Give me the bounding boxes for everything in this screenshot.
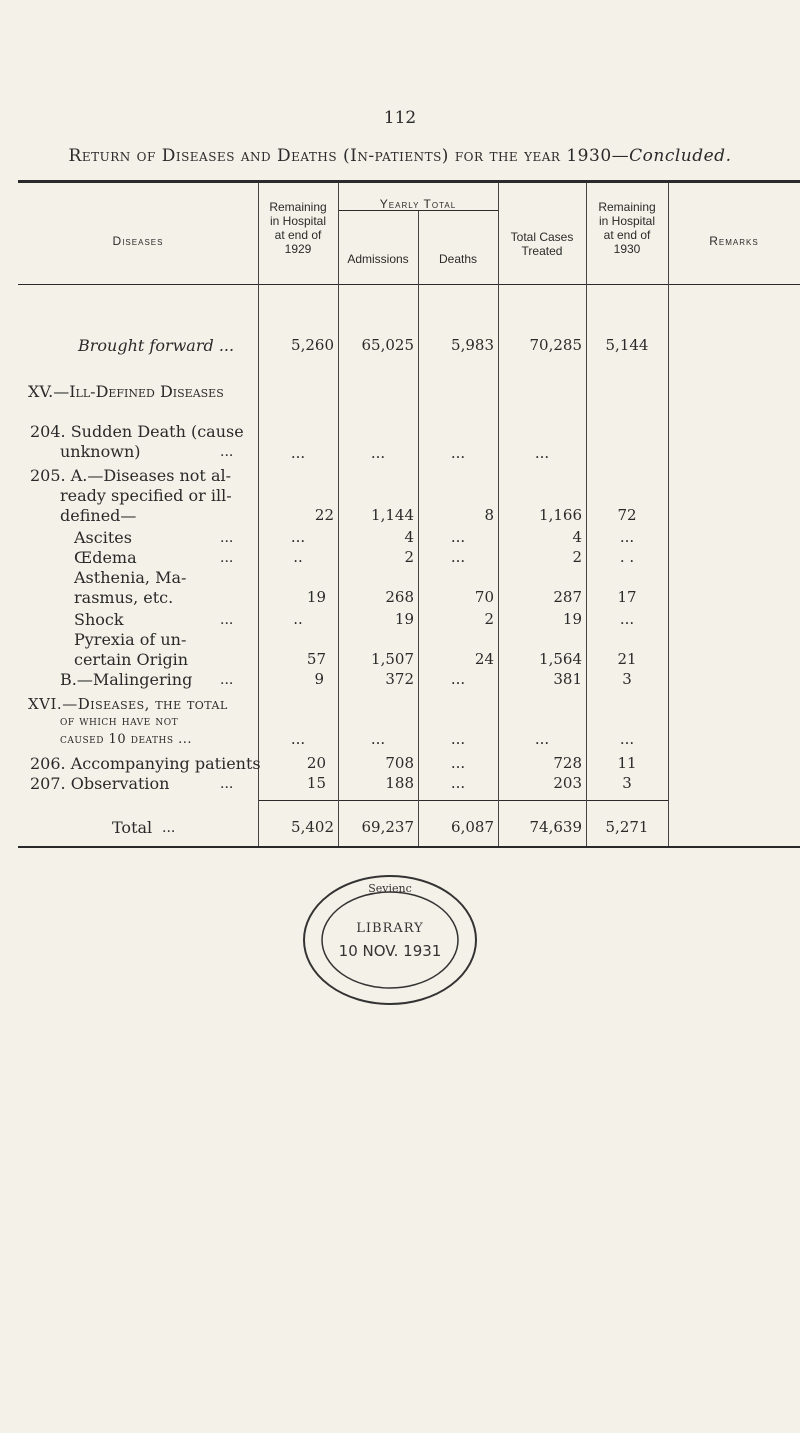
pyrexia-line2: certain Origin <box>74 650 189 669</box>
ascites-c1: ... <box>290 528 306 546</box>
asthenia-c2: 268 <box>385 588 414 606</box>
shock-c5: ... <box>619 610 635 628</box>
xvi-c5: ... <box>619 730 635 748</box>
bf-admissions: 65,025 <box>361 336 414 354</box>
total-dots: ... <box>162 820 176 836</box>
header-diseases: Diseases <box>112 234 164 248</box>
observation-c4: 203 <box>553 774 582 792</box>
pyrexia-line1: Pyrexia of un- <box>74 630 187 649</box>
total-label: Total <box>112 818 153 837</box>
item-204-dots: ... <box>220 444 234 460</box>
brought-forward-label: Brought forward ... <box>78 336 235 355</box>
shock-c1: .. <box>293 610 303 628</box>
r205-c5: 72 <box>617 506 637 524</box>
xvi-c3: ... <box>450 730 466 748</box>
header-yearly-total: Yearly Total <box>379 197 457 211</box>
total-rule <box>258 800 668 801</box>
header-remaining-1930: Remaining in Hospital at end of 1930 <box>598 200 656 256</box>
stamp-outer-ring <box>304 876 476 1004</box>
bf-remaining-1930: 5,144 <box>605 336 649 354</box>
page-title <box>0 146 800 166</box>
top-rule <box>18 180 800 183</box>
observation-dots: ... <box>220 776 234 792</box>
pyrexia-c5: 21 <box>617 650 637 668</box>
column-divider <box>668 183 669 846</box>
pyrexia-c4: 1,564 <box>539 650 582 668</box>
header-admissions: Admissions <box>347 252 409 266</box>
malingering-dots: ... <box>220 672 234 688</box>
bf-deaths: 5,983 <box>451 336 494 354</box>
r205-c4: 1,166 <box>539 506 582 524</box>
xvi-c1: ... <box>290 730 306 748</box>
r205-c3: 8 <box>484 506 494 524</box>
total-cases: 74,639 <box>529 818 582 836</box>
item-204-c2: ... <box>370 444 386 462</box>
malingering-c4: 381 <box>553 670 582 688</box>
header-total-cases: Total Cases Treated <box>510 230 574 258</box>
item-205-line2: ready specified or ill- <box>60 486 232 505</box>
r205-c2: 1,144 <box>371 506 414 524</box>
total-remaining-1930: 5,271 <box>605 818 649 836</box>
title-suffix: Concluded. <box>629 146 732 166</box>
bf-total: 70,285 <box>529 336 582 354</box>
total-deaths: 6,087 <box>451 818 494 836</box>
ascites-label: Ascites <box>74 528 132 547</box>
r205-c1: 22 <box>314 506 334 524</box>
accompanying-c3: ... <box>450 754 466 772</box>
pyrexia-c1: 57 <box>306 650 326 668</box>
stamp-top-text: Sevienc <box>368 882 412 895</box>
item-204-c3: ... <box>450 444 466 462</box>
observation-c3: ... <box>450 774 466 792</box>
asthenia-line1: Asthenia, Ma- <box>74 568 187 587</box>
accompanying-c4: 728 <box>553 754 582 772</box>
asthenia-c1: 19 <box>306 588 326 606</box>
title-main: Return of Diseases and Deaths (In-patients) for the year 1930— <box>68 146 630 166</box>
total-remaining-1929: 5,402 <box>291 818 334 836</box>
item-204-c1: ... <box>290 444 306 462</box>
accompanying-c5: 11 <box>617 754 637 772</box>
section-xv: XV.—Ill-Defined Diseases <box>28 382 224 401</box>
shock-c3: 2 <box>484 610 494 628</box>
ascites-dots: ... <box>220 530 234 546</box>
shock-label: Shock <box>74 610 124 629</box>
observation-label: 207. Observation <box>30 774 170 793</box>
header-remarks: Remarks <box>709 234 759 248</box>
page-number: 112 <box>383 108 417 128</box>
asthenia-line2: rasmus, etc. <box>74 588 174 607</box>
asthenia-c3: 70 <box>474 588 494 606</box>
oedema-label: Œdema <box>74 548 137 567</box>
shock-c4: 19 <box>562 610 582 628</box>
observation-c1: 15 <box>306 774 326 792</box>
xvi-c2: ... <box>370 730 386 748</box>
pyrexia-c3: 24 <box>474 650 494 668</box>
accompanying-c1: 20 <box>306 754 326 772</box>
ascites-c2: 4 <box>404 528 414 546</box>
bottom-rule <box>18 846 800 848</box>
stamp-library: LIBRARY <box>356 921 424 936</box>
item-204-line2: unknown) <box>60 442 141 461</box>
pyrexia-c2: 1,507 <box>371 650 414 668</box>
header-rule <box>18 284 800 285</box>
malingering-c2: 372 <box>385 670 414 688</box>
observation-c5: 3 <box>622 774 632 792</box>
item-205-line3: defined— <box>60 506 137 525</box>
oedema-c1: .. <box>293 548 303 566</box>
section-xvi-line2: of which have not <box>60 714 179 729</box>
item-204-line1: 204. Sudden Death (cause <box>30 422 244 441</box>
section-xvi-line3: caused 10 deaths ... <box>60 732 193 747</box>
oedema-c3: ... <box>450 548 466 566</box>
item-205-line1: 205. A.—Diseases not al- <box>30 466 232 485</box>
accompanying-c2: 708 <box>385 754 414 772</box>
item-204-c4: ... <box>534 444 550 462</box>
asthenia-c5: 17 <box>617 588 637 606</box>
bf-remaining-1929: 5,260 <box>291 336 334 354</box>
accompanying-label: 206. Accompanying patients <box>30 754 261 773</box>
section-xvi-line1: XVI.—Diseases, the total <box>28 695 228 713</box>
total-admissions: 69,237 <box>361 818 414 836</box>
observation-c2: 188 <box>385 774 414 792</box>
ascites-c4: 4 <box>572 528 582 546</box>
oedema-dots: ... <box>220 550 234 566</box>
shock-c2: 19 <box>394 610 414 628</box>
ascites-c3: ... <box>450 528 466 546</box>
stamp-date: 10 NOV. 1931 <box>338 942 442 960</box>
stamp-inner-ring <box>322 892 458 988</box>
malingering-c3: ... <box>450 670 466 688</box>
shock-dots: ... <box>220 612 234 628</box>
malingering-label: B.—Malingering <box>60 670 193 689</box>
ascites-c5: ... <box>619 528 635 546</box>
xvi-c4: ... <box>534 730 550 748</box>
malingering-c1: 9 <box>314 670 324 688</box>
asthenia-c4: 287 <box>553 588 582 606</box>
malingering-c5: 3 <box>622 670 632 688</box>
header-remaining-1929: Remaining in Hospital at end of 1929 <box>269 200 327 256</box>
oedema-c2: 2 <box>404 548 414 566</box>
oedema-c5: . . <box>619 548 635 566</box>
oedema-c4: 2 <box>572 548 582 566</box>
library-stamp-graphic <box>300 870 480 1010</box>
header-deaths: Deaths <box>438 252 478 266</box>
